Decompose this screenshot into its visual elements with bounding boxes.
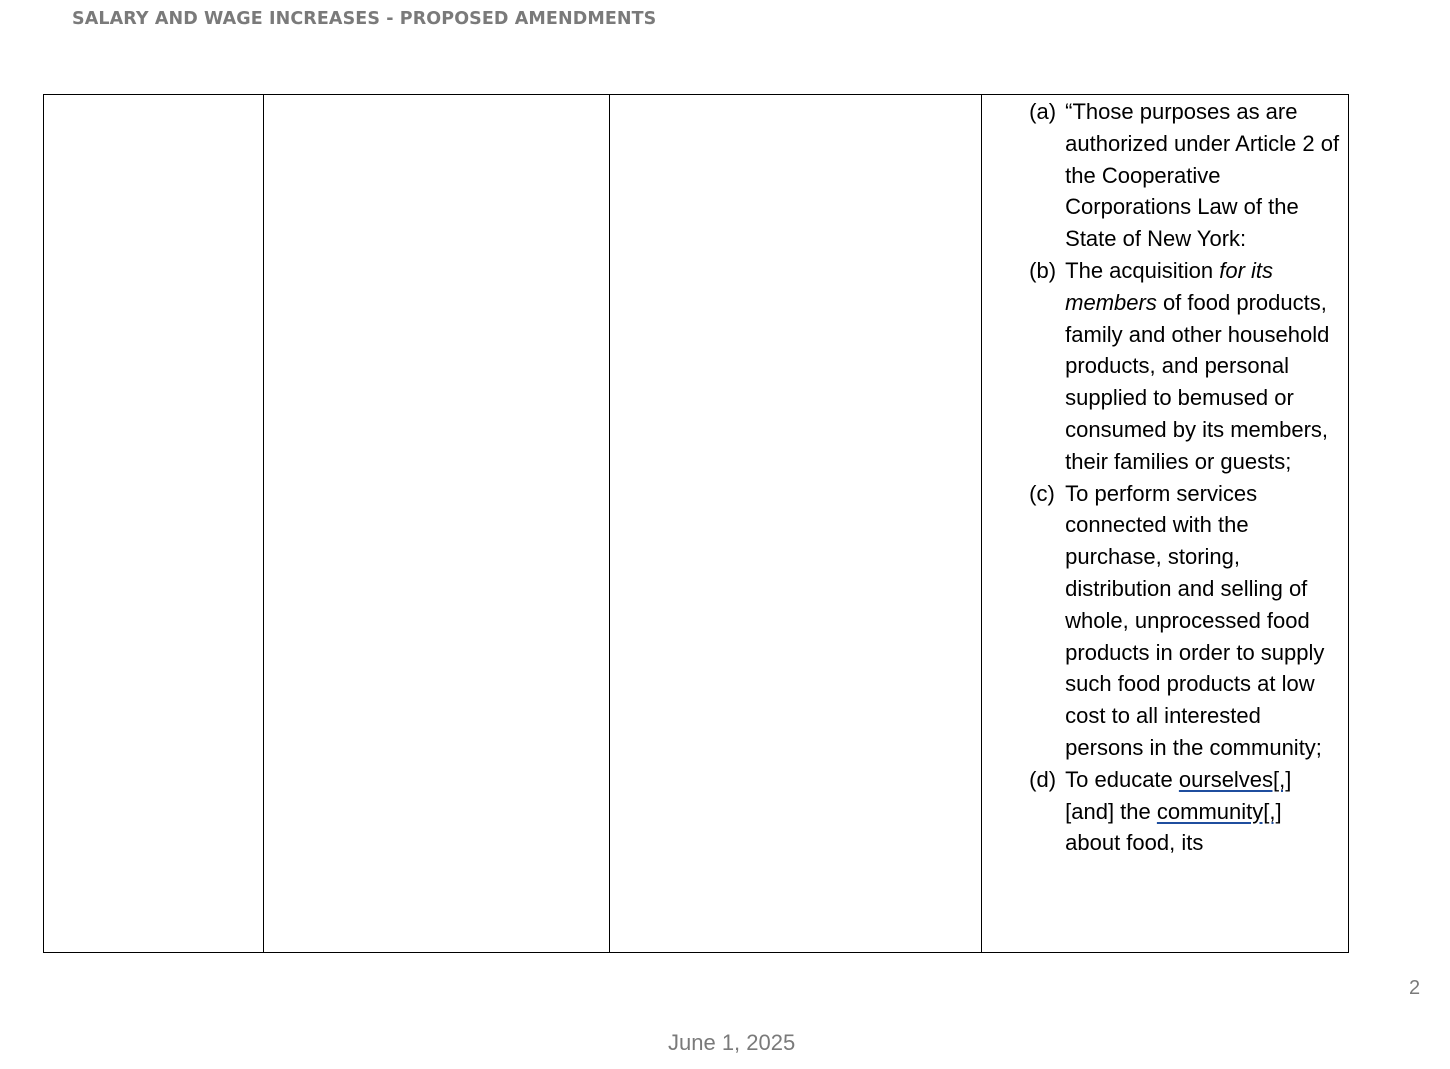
inserted-text: ourselves[,] <box>1178 766 1292 792</box>
clause-text: The acquisition <box>1065 257 1220 283</box>
footer-date: June 1, 2025 <box>668 1030 796 1055</box>
clause-text: To perform services connected with the purchase, storing, distribution and selling of whole, unprocessed food products in order to supply such food products at low cost to all interested persons in the community; <box>1065 480 1325 760</box>
clause-text: “Those purposes as are authorized under Article 2 of the Cooperative Corporations Law of the State of New York: <box>1065 99 1340 252</box>
page-number: 2 <box>1409 977 1421 999</box>
clause-item-c <box>982 478 1348 764</box>
clause-text: about food, its <box>1065 830 1204 856</box>
clause-marker: (a) <box>1029 99 1057 124</box>
table-cell-empty <box>610 95 982 953</box>
inserted-text: community[,] <box>1156 798 1282 824</box>
clause-item-d <box>982 764 1348 859</box>
table-row <box>44 95 1349 953</box>
clause-text: To educate <box>1065 766 1179 792</box>
clause-marker: (c) <box>1029 480 1055 506</box>
page-header-title: SALARY AND WAGE INCREASES - PROPOSED AMENDMENTS <box>72 9 657 29</box>
amendments-table <box>43 94 1349 953</box>
table-cell-empty <box>263 95 610 953</box>
clause-item-b <box>982 255 1348 478</box>
clause-text-italic: for its members <box>1065 257 1274 315</box>
table-cell-empty <box>44 95 264 953</box>
clause-text: of food products, family and other household products, and personal supplied to bemused or consumed by its members, their families or guests; <box>1065 289 1330 474</box>
table-cell-clauses <box>982 95 1349 953</box>
clause-marker: (d) <box>1029 766 1057 792</box>
clause-text: [and] the <box>1065 798 1157 824</box>
clause-list <box>982 95 1348 859</box>
clause-item-a <box>982 96 1348 255</box>
clause-marker: (b) <box>1029 257 1057 283</box>
